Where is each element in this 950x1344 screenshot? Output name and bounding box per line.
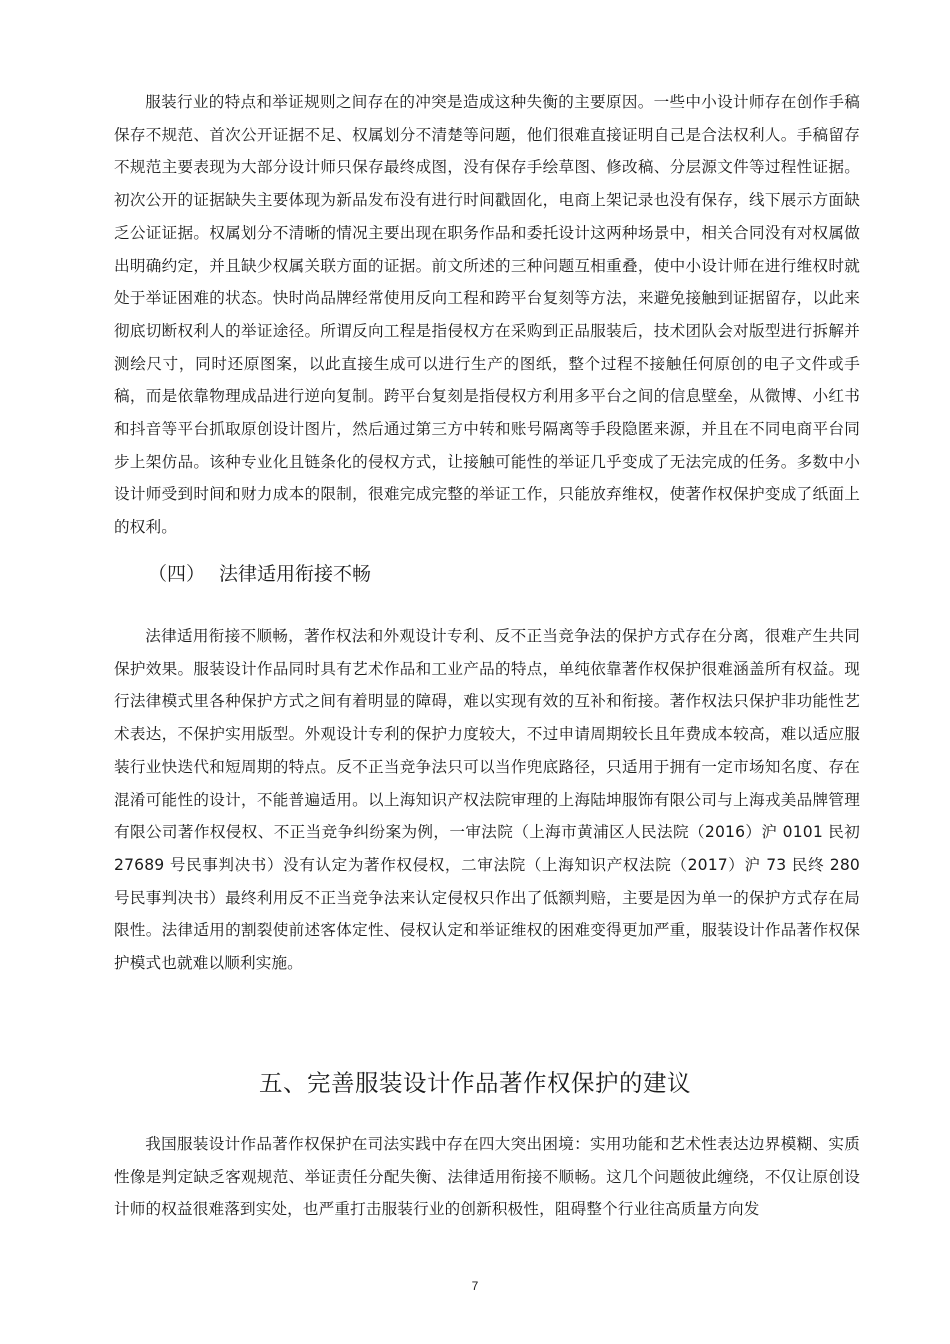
subsection-number: （四） xyxy=(148,563,206,585)
body-paragraph: 服装行业的特点和举证规则之间存在的冲突是造成这种失衡的主要原因。一些中小设计师存在创作手稿保存不规范、首次公开证据不足、权属划分不清楚等问题，他们很难直接证明自己是合法权利人。手稿留存不规范主要表现为大部分设计师只保存最终成图，没有保存手绘草图、修改稿、分层源文件等过程性证据。初次公开的证据缺失主要体现为新品发布没有进行时间戳固化，电商上架记录也没有保存，线下展示方面缺乏公证证据。权属划分不清晰的情况主要出现在职务作品和委托设计这两种场景中，相关合同没有对权属做出明确约定，并且缺少权属关联方面的证据。前文所述的三种问题互相重叠，使中小设计师在进行维权时就处于举证困难的状态。快时尚品牌经常使用反向工程和跨平台复刻等方法，来避免接触到证据留存，以此来彻底切断权利人的举证途径。所谓反向工程是指侵权方在采购到正品服装后，技术团队会对版型进行拆解并测绘尺寸，同时还原图案，以此直接生成可以进行生产的图纸，整个过程不接触任何原创的电子文件或手稿，而是依靠物理成品进行逆向复制。跨平台复刻是指侵权方利用多平台之间的信息壁垒，从微博、小红书和抖音等平台抓取原创设计图片，然后通过第三方中转和账号隔离等手段隐匿来源，并且在不同电商平台同步上架仿品。该种专业化且链条化的侵权方式，让接触可能性的举证几乎变成了无法完成的任务。多数中小设计师受到时间和财力成本的限制，很难完成完整的举证工作，只能放弃维权，使著作权保护变成了纸面上的权利。 xyxy=(114,93,860,537)
subsection-heading xyxy=(148,560,371,588)
page-number: 7 xyxy=(471,1279,479,1293)
subsection-title: 法律适用衔接不畅 xyxy=(219,563,372,585)
section-heading: 五、完善服装设计作品著作权保护的建议 xyxy=(259,1069,691,1097)
body-paragraph: 法律适用衔接不顺畅，著作权法和外观设计专利、反不正当竞争法的保护方式存在分离，很难产生共同保护效果。服装设计作品同时具有艺术作品和工业产品的特点，单纯依靠著作权保护很难涵盖所有权益。现行法律模式里各种保护方式之间有着明显的障碍，难以实现有效的互补和衔接。著作权法只保护非功能性艺术表达，不保护实用版型。外观设计专利的保护力度较大，不过申请周期较长且年费成本较高，难以适应服装行业快迭代和短周期的特点。反不正当竞争法只可以当作兜底路径，只适用于拥有一定市场知名度、存在混淆可能性的设计，不能普遍适用。以上海知识产权法院审理的上海陆坤服饰有限公司与上海戎美品牌管理有限公司著作权侵权、不正当竞争纠纷案为例，一审法院（上海市黄浦区人民法院（2016）沪 0101 民初 27689 号民事判决书）没有认定为著作权侵权，二审法院（上海知识产权法院（2017）沪 73 民终 280 号民事判决书）最终利用反不正当竞争法来认定侵权只作出了低额判赔，主要是因为单一的保护方式存在局限性。法律适用的割裂使前述客体定性、侵权认定和举证维权的困难变得更加严重，服装设计作品著作权保护模式也就难以顺利实施。 xyxy=(114,627,860,973)
body-paragraph: 我国服装设计作品著作权保护在司法实践中存在四大突出困境：实用功能和艺术性表达边界模糊、实质性像是判定缺乏客观规范、举证责任分配失衡、法律适用衔接不顺畅。这几个问题彼此缠绕，不仅让原创设计师的权益很难落到实处，也严重打击服装行业的创新积极性，阻碍整个行业往高质量方向发 xyxy=(114,1135,860,1219)
